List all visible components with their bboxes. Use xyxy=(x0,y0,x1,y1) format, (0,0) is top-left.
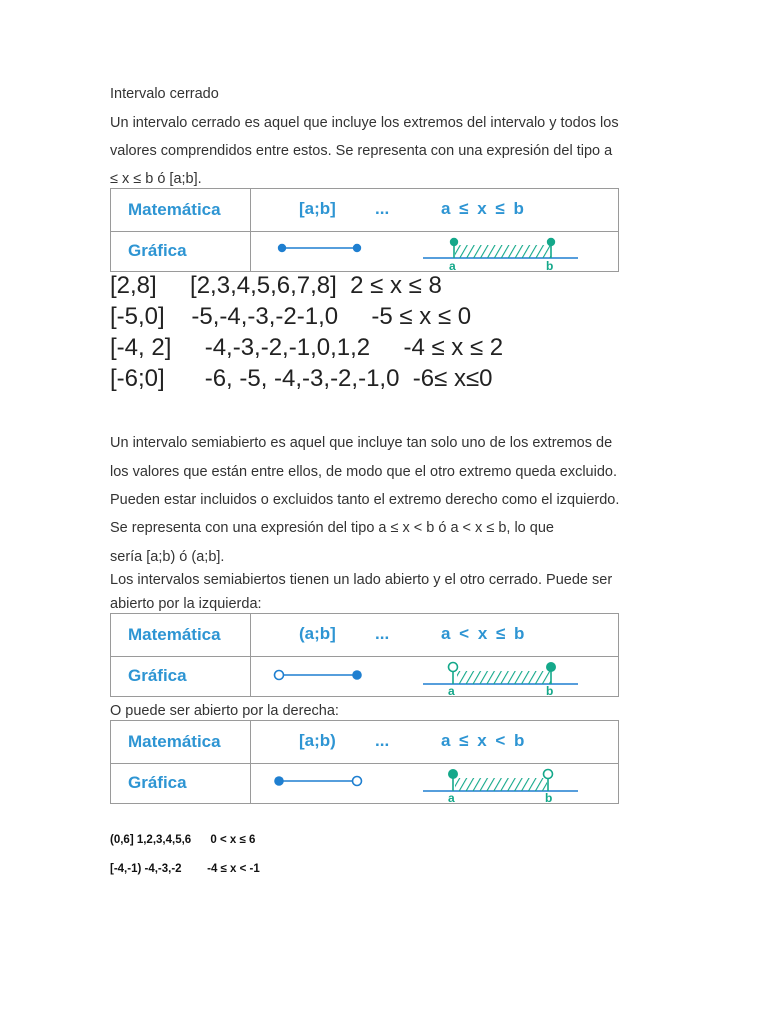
ellipsis: ... xyxy=(375,624,390,643)
paragraph-line: Un intervalo semiabierto es aquel que incluye tan solo uno de los extremos de xyxy=(110,435,613,451)
section-title-closed: Intervalo cerrado xyxy=(110,86,219,102)
paragraph-line: Pueden estar incluidos o excluidos tanto el extremo derecho como el izquierdo. xyxy=(110,492,620,508)
paragraph-line: los valores que están entre ellos, de modo que el otro extremo queda excluido. xyxy=(110,464,618,480)
label-a: a xyxy=(448,791,455,805)
closed-point-a xyxy=(450,238,458,246)
row-label-grafica: Gráfica xyxy=(128,241,187,260)
shaded-region xyxy=(455,778,547,791)
row-label-matematica: Matemática xyxy=(128,200,221,219)
open-endpoint-left xyxy=(275,671,284,680)
label-a: a xyxy=(448,684,455,698)
inequality: a ≤ x ≤ b xyxy=(441,199,524,218)
example-line: [-4, 2] -4,-3,-2,-1,0,1,2 -4 ≤ x ≤ 2 xyxy=(110,334,504,361)
closed-interval-table xyxy=(110,188,619,272)
closed-point-b xyxy=(546,662,556,672)
example-line: [-4,-1) -4,-3,-2 -4 ≤ x < -1 xyxy=(110,863,260,875)
inequality: a ≤ x < b xyxy=(441,731,525,750)
paragraph-line: Los intervalos semiabiertos tienen un lado abierto y el otro cerrado. Puede ser xyxy=(110,572,613,588)
interval-notation: (a;b] xyxy=(299,624,336,643)
paragraph-line: valores comprendidos entre estos. Se representa con una expresión del tipo a xyxy=(110,143,613,159)
label-b: b xyxy=(546,684,554,698)
caption-right-open: O puede ser abierto por la derecha: xyxy=(110,703,339,719)
shaded-region xyxy=(455,245,551,258)
interval-notation: [a;b) xyxy=(299,731,336,750)
closed-endpoint-right xyxy=(353,244,361,252)
paragraph-line: sería [a;b) ó (a;b]. xyxy=(110,549,225,565)
ellipsis: ... xyxy=(375,731,390,750)
paragraph-line: abierto por la izquierda: xyxy=(110,596,262,612)
example-line: [-5,0] -5,-4,-3,-2-1,0 -5 ≤ x ≤ 0 xyxy=(110,303,472,330)
closed-point-a xyxy=(448,769,458,779)
closed-endpoint-left xyxy=(274,776,284,786)
shaded-region xyxy=(457,671,551,684)
open-point-b xyxy=(544,770,553,779)
label-b: b xyxy=(545,791,553,805)
example-line: [-6;0] -6, -5, -4,-3,-2,-1,0 -6≤ x≤0 xyxy=(110,365,493,392)
number-line-graphic xyxy=(111,189,620,273)
number-line-graphic xyxy=(111,721,620,805)
label-a: a xyxy=(449,259,456,273)
open-endpoint-right xyxy=(353,777,362,786)
closed-endpoint-right xyxy=(352,670,362,680)
left-open-interval-table xyxy=(110,613,619,697)
number-line-graphic xyxy=(111,614,620,698)
interval-notation: [a;b] xyxy=(299,199,336,218)
paragraph-line: ≤ x ≤ b ó [a;b]. xyxy=(110,171,202,187)
example-line: [2,8] [2,3,4,5,6,7,8] 2 ≤ x ≤ 8 xyxy=(110,272,442,299)
row-label-matematica: Matemática xyxy=(128,625,221,644)
example-line: (0,6] 1,2,3,4,5,6 0 < x ≤ 6 xyxy=(110,834,256,846)
right-open-interval-table xyxy=(110,720,619,804)
paragraph-line: Se representa con una expresión del tipo a ≤ x < b ó a < x ≤ b, lo que xyxy=(110,520,554,536)
row-label-grafica: Gráfica xyxy=(128,773,187,792)
row-label-matematica: Matemática xyxy=(128,732,221,751)
inequality: a < x ≤ b xyxy=(441,624,525,643)
ellipsis: ... xyxy=(375,199,390,218)
closed-point-b xyxy=(547,238,555,246)
row-label-grafica: Gráfica xyxy=(128,666,187,685)
open-point-a xyxy=(449,663,458,672)
label-b: b xyxy=(546,259,554,273)
closed-endpoint-left xyxy=(278,244,286,252)
paragraph-line: Un intervalo cerrado es aquel que incluye los extremos del intervalo y todos los xyxy=(110,115,619,131)
